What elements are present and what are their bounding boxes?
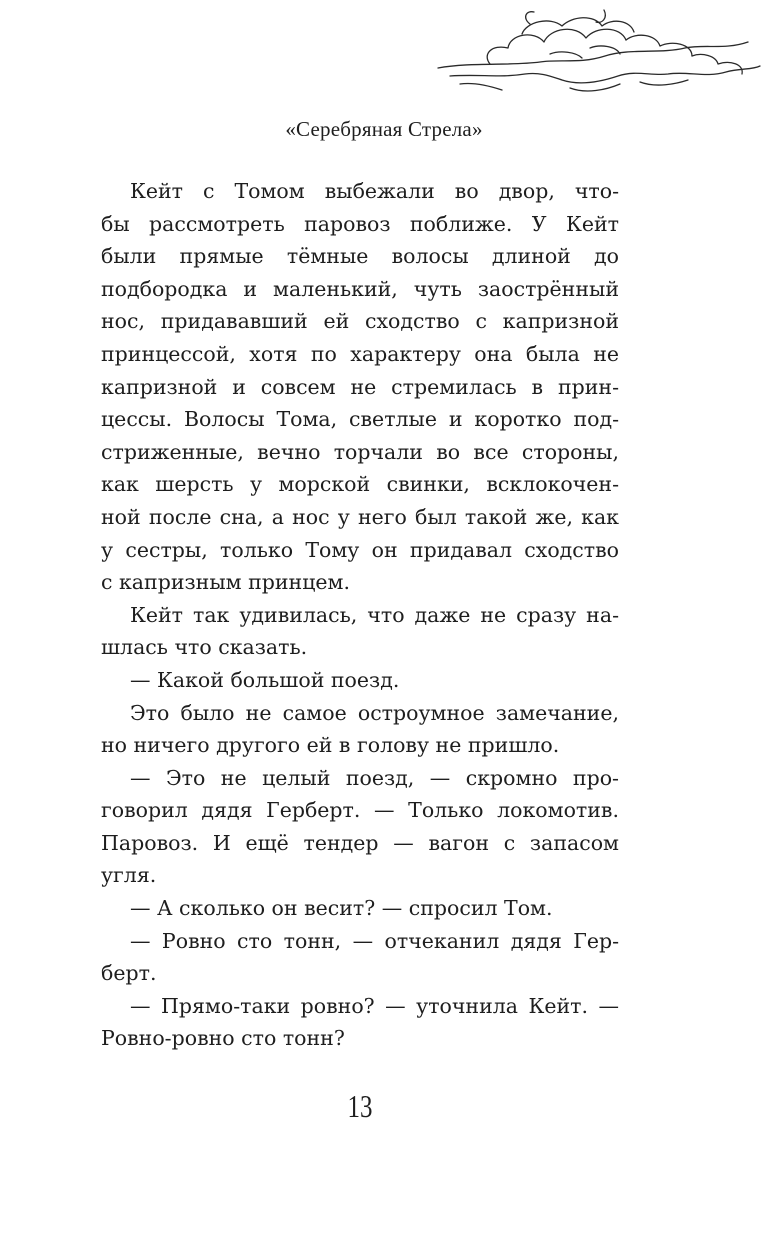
text-line: Паровоз. И ещё тендер — вагон с запасом bbox=[101, 830, 619, 855]
paragraph bbox=[101, 697, 619, 762]
paragraph bbox=[101, 990, 619, 1055]
text-line: цессы. Волосы Тома, светлые и коротко под- bbox=[101, 407, 619, 432]
paragraph bbox=[101, 599, 619, 664]
paragraph bbox=[101, 892, 619, 925]
text-line: — А сколько он весит? — спросил Том. bbox=[130, 896, 553, 921]
text-line: с капризным принцем. bbox=[101, 570, 350, 595]
text-line: Кейт так удивилась, что даже не сразу на- bbox=[130, 602, 619, 627]
text-line: капризной и совсем не стремилась в прин- bbox=[101, 374, 619, 399]
text-line: но ничего другого ей в голову не пришло. bbox=[101, 733, 560, 758]
body-text bbox=[101, 175, 619, 1055]
text-line: Это было не самое остроумное замечание, bbox=[130, 700, 619, 725]
text-line: Кейт с Томом выбежали во двор, что- bbox=[130, 179, 619, 203]
paragraph bbox=[101, 762, 619, 892]
paragraph bbox=[101, 664, 619, 697]
text-line: как шерсть у морской свинки, всклокочен- bbox=[101, 472, 619, 497]
text-line: подбородка и маленький, чуть заострённый bbox=[101, 276, 619, 301]
text-line: говорил дядя Герберт. — Только локомотив. bbox=[101, 798, 619, 823]
text-line: у сестры, только Тому он придавал сходство bbox=[101, 537, 619, 562]
text-line: нос, придававший ей сходство с капризной bbox=[101, 309, 619, 334]
paragraph bbox=[101, 175, 619, 599]
text-line: — Прямо-таки ровно? — уточнила Кейт. — bbox=[130, 993, 619, 1018]
text-line: Ровно-ровно сто тонн? bbox=[101, 1026, 345, 1051]
text-line: были прямые тёмные волосы длиной до bbox=[101, 244, 619, 269]
page-number: 13 bbox=[347, 1088, 373, 1124]
running-head: «Серебряная Стрела» bbox=[285, 117, 483, 141]
text-line: — Это не целый поезд, — скромно про- bbox=[130, 765, 619, 790]
paragraph bbox=[101, 925, 619, 990]
text-line: угля. bbox=[101, 863, 157, 888]
cloud-ornament bbox=[430, 4, 764, 104]
text-line: — Ровно сто тонн, — отчеканил дядя Гер- bbox=[130, 928, 619, 953]
text-line: берт. bbox=[101, 961, 157, 986]
text-line: стриженные, вечно торчали во все стороны, bbox=[101, 439, 619, 464]
text-line: — Какой большой поезд. bbox=[130, 667, 400, 692]
text-line: шлась что сказать. bbox=[101, 635, 308, 660]
text-line: бы рассмотреть паровоз поближе. У Кейт bbox=[101, 211, 619, 236]
text-line: ной после сна, а нос у него был такой же, как bbox=[101, 504, 619, 529]
text-line: принцессой, хотя по характеру она была не bbox=[101, 341, 619, 366]
